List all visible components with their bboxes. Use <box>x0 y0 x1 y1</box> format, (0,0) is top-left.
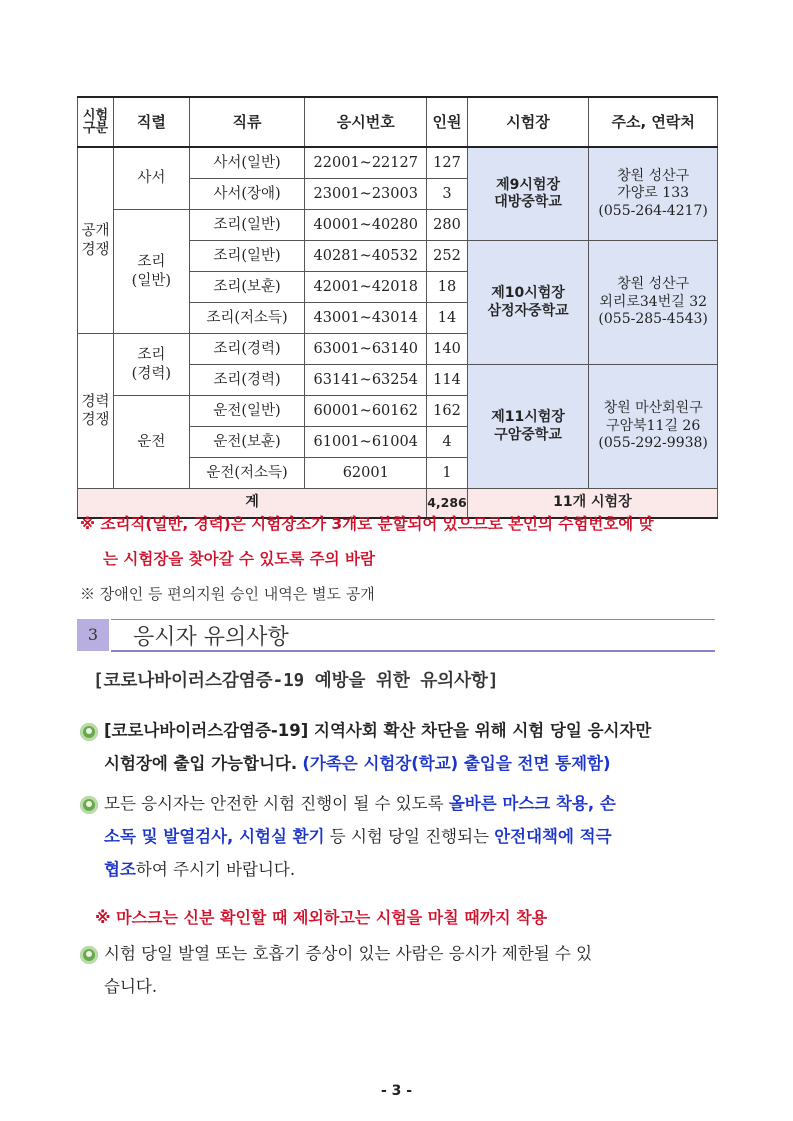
bullet-2-post: 하여 주시기 바랍니다. <box>135 860 296 879</box>
type-cell: 운전(저소득) <box>189 458 305 489</box>
type-cell: 사서(일반) <box>189 147 305 179</box>
bullet-icon <box>80 796 98 814</box>
bullet-1-family-note: (가족은 시험장(학교) 출입을 전면 통제함) <box>302 754 611 773</box>
exam-site-table <box>77 96 718 519</box>
site-11: 제11시험장 구암중학교 <box>467 365 589 489</box>
series-cook-career: 조리 (경력) <box>113 334 189 396</box>
count-cell: 4 <box>427 427 468 458</box>
type-cell: 조리(일반) <box>189 210 305 241</box>
range-cell: 61001~61004 <box>305 427 427 458</box>
bullet-2-cooperate: 협조 <box>104 860 136 879</box>
type-cell: 조리(저소득) <box>189 303 305 334</box>
count-cell: 127 <box>427 147 468 179</box>
range-cell: 60001~60162 <box>305 396 427 427</box>
range-cell: 23001~23003 <box>305 179 427 210</box>
type-cell: 조리(경력) <box>189 334 305 365</box>
address-11: 창원 마산회원구 구암북11길 26 (055-292-9938) <box>589 365 718 489</box>
range-cell: 43001~43014 <box>305 303 427 334</box>
count-cell: 280 <box>427 210 468 241</box>
col-header-address: 주소, 연락처 <box>589 97 718 147</box>
series-librarian: 사서 <box>113 147 189 210</box>
bullet-icon <box>80 723 98 741</box>
col-header-series: 직렬 <box>113 97 189 147</box>
bullet-3 <box>104 937 724 1003</box>
disabled-support-note: ※ 장애인 등 편의지원 승인 내역은 별도 공개 <box>80 585 375 603</box>
bullet-2-pre: 모든 응시자는 안전한 시험 진행이 될 수 있도록 <box>104 794 444 813</box>
bullet-2-mid: 등 시험 당일 진행되는 <box>329 827 489 846</box>
cook-split-note <box>80 512 725 534</box>
group-career: 경력경쟁 <box>78 334 114 489</box>
section-heading <box>77 619 715 651</box>
range-cell: 62001 <box>305 458 427 489</box>
type-cell: 운전(보훈) <box>189 427 305 458</box>
count-cell: 14 <box>427 303 468 334</box>
address-9: 창원 성산구 가양로 133 (055-264-4217) <box>589 147 718 241</box>
count-cell: 252 <box>427 241 468 272</box>
type-cell: 조리(일반) <box>189 241 305 272</box>
bullet-3-line2: 습니다. <box>104 977 158 996</box>
type-cell: 조리(경력) <box>189 365 305 396</box>
type-cell: 사서(장애) <box>189 179 305 210</box>
site-10: 제10시험장 삼정자중학교 <box>467 241 589 365</box>
series-cook-general: 조리 (일반) <box>113 210 189 334</box>
bullet-1 <box>104 714 724 780</box>
heading-divider-bottom <box>111 650 715 652</box>
bullet-2-safety: 안전대책에 적극 <box>494 827 612 846</box>
section-number: 3 <box>77 619 109 651</box>
range-cell: 40001~40280 <box>305 210 427 241</box>
site-9: 제9시험장 대방중학교 <box>467 147 589 241</box>
address-10: 창원 성산구 외리로34번길 32 (055-285-4543) <box>589 241 718 365</box>
type-cell: 조리(보훈) <box>189 272 305 303</box>
col-header-type: 직류 <box>189 97 305 147</box>
mask-note: ※ 마스크는 신분 확인할 때 제외하고는 시험을 마칠 때까지 착용 <box>95 908 548 927</box>
bullet-2-disinfect: 소독 및 발열검사, 시험실 환기 <box>104 827 325 846</box>
bullet-2-mask: 올바른 마스크 착용, 손 <box>448 794 616 813</box>
series-driver: 운전 <box>113 396 189 489</box>
group-open: 공개경쟁 <box>78 147 114 334</box>
section-title: 응시자 유의사항 <box>133 625 289 650</box>
total-label: 계 <box>78 489 427 519</box>
count-cell: 140 <box>427 334 468 365</box>
type-cell: 운전(일반) <box>189 396 305 427</box>
note-line1: 조리직(일반, 경력)은 시험장소가 3개로 분할되어 있으므로 본인의 수험번호에 맞 <box>100 515 654 533</box>
count-cell: 18 <box>427 272 468 303</box>
table-row <box>78 147 718 179</box>
range-cell: 63001~63140 <box>305 334 427 365</box>
count-cell: 1 <box>427 458 468 489</box>
range-cell: 40281~40532 <box>305 241 427 272</box>
bullet-icon <box>80 946 98 964</box>
range-cell: 42001~42018 <box>305 272 427 303</box>
count-cell: 162 <box>427 396 468 427</box>
note-line2: 는 시험장을 찾아갈 수 있도록 주의 바람 <box>103 550 375 568</box>
col-header-site: 시험장 <box>467 97 589 147</box>
col-header-number: 응시번호 <box>305 97 427 147</box>
count-cell: 3 <box>427 179 468 210</box>
page-number: - 3 - <box>380 1083 413 1099</box>
total-sites: 11개 시험장 <box>467 489 717 519</box>
col-header-count: 인원 <box>427 97 468 147</box>
count-cell: 114 <box>427 365 468 396</box>
note-mark: ※ <box>80 515 96 533</box>
bullet-1-line1: [코로나바이러스감염증-19] 지역사회 확산 차단을 위해 시험 당일 응시자만 <box>104 721 652 740</box>
total-count: 4,286 <box>427 489 468 519</box>
col-header-category: 시험 구분 <box>78 97 114 147</box>
bullet-1-line2: 시험장에 출입 가능합니다. <box>104 754 298 773</box>
covid-subtitle: [코로나바이러스감염증-19 예방을 위한 유의사항] <box>93 671 499 691</box>
bullet-3-line1: 시험 당일 발열 또는 호흡기 증상이 있는 사람은 응시가 제한될 수 있 <box>104 944 593 963</box>
table-header-row <box>78 97 718 147</box>
bullet-2 <box>104 787 724 886</box>
range-cell: 22001~22127 <box>305 147 427 179</box>
range-cell: 63141~63254 <box>305 365 427 396</box>
